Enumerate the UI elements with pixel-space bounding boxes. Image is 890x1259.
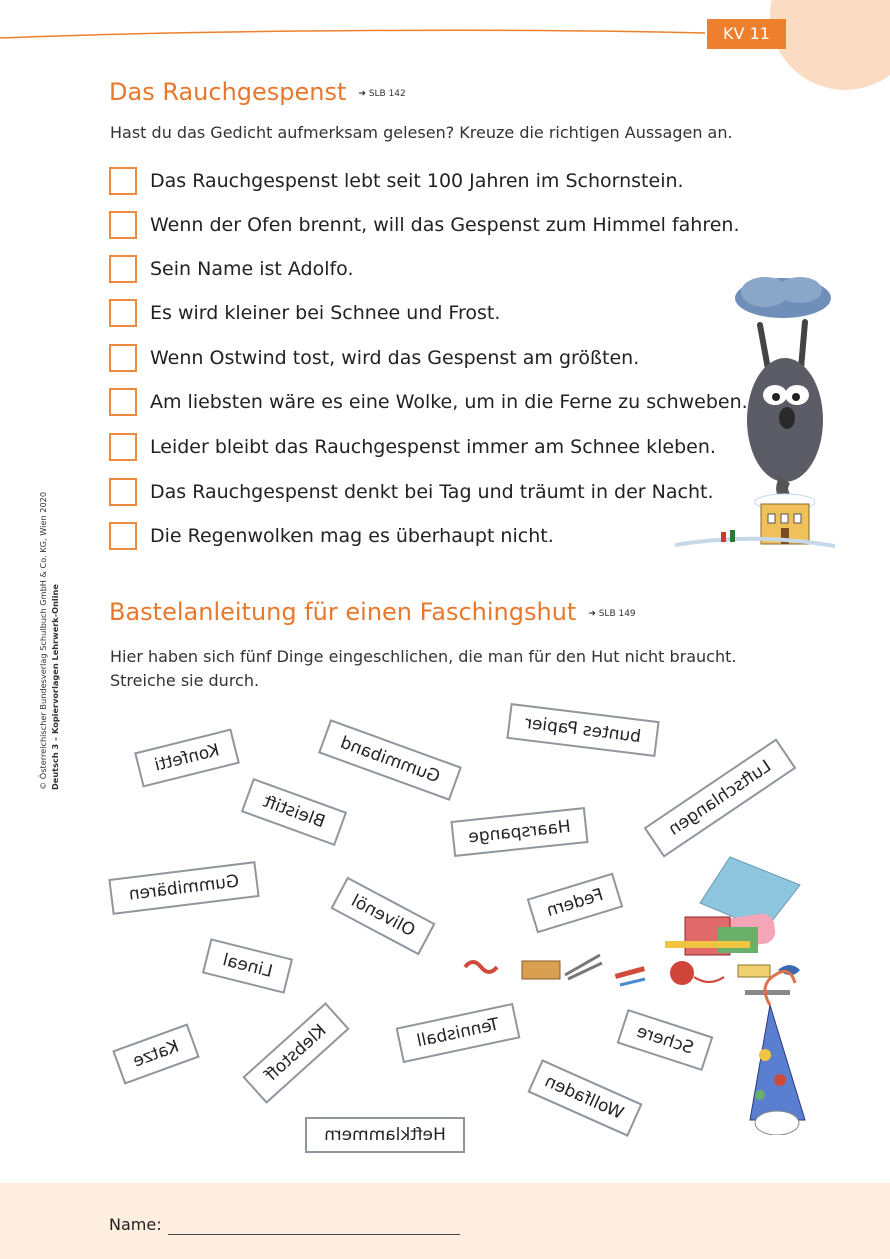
credit-line-2: Deutsch 3 – Kopiervorlagen Lehrwerk-Online [50,584,60,790]
section1-ref: ➜ SLB 142 [358,89,406,99]
kv-badge: KV 11 [707,19,786,49]
section2-intro-line2: Streiche sie durch. [110,671,260,690]
name-label: Name: [109,1215,162,1234]
word-card-bleistift[interactable]: Bleistift [241,778,347,846]
statement-text: Das Rauchgespenst denkt bei Tag und träumt in der Nacht. [150,481,714,503]
statement-text: Es wird kleiner bei Schnee und Frost. [150,302,501,324]
statement-item [109,254,354,284]
statement-item [109,521,554,551]
statement-item [109,477,713,507]
name-input-line[interactable] [168,1234,460,1235]
copyright-credit [37,430,61,790]
statement-text: Die Regenwolken mag es überhaupt nicht. [150,525,554,547]
word-card-schere[interactable]: Schere [617,1009,714,1071]
statement-item [109,210,740,240]
answer-checkbox[interactable] [109,167,137,195]
credit-line-1: © Österreichischer Bundesverlag Schulbuch GmbH & Co. KG, Wien 2020 [38,491,48,790]
word-card-katze[interactable]: Katze [112,1023,199,1084]
word-card-heftklammern[interactable]: Heftklammern [305,1117,465,1153]
statement-text: Sein Name ist Adolfo. [150,258,354,280]
smoke-ghost-illustration [675,270,835,555]
statement-text: Am liebsten wäre es eine Wolke, um in die Ferne zu schweben. [150,391,748,413]
statement-item [109,298,500,328]
statement-item [109,343,639,373]
statement-text: Das Rauchgespenst lebt seit 100 Jahren im Schornstein. [150,170,684,192]
answer-checkbox[interactable] [109,522,137,550]
statement-text: Wenn der Ofen brennt, will das Gespenst zum Himmel fahren. [150,214,740,236]
answer-checkbox[interactable] [109,478,137,506]
word-card-gummiband[interactable]: Gummiband [318,719,462,801]
word-card-konfetti[interactable]: Konfetti [134,728,240,787]
word-card-wollfaden[interactable]: Wollfaden [527,1059,642,1137]
section1-title [109,78,406,106]
statement-item [109,432,716,462]
section2-title [109,598,636,626]
word-card-olivenoel[interactable]: Olivenöl [330,877,435,956]
word-card-lineal[interactable]: Lineal [202,938,293,993]
section2-ref: ➜ SLB 149 [588,609,636,619]
section2-title-text: Bastelanleitung für einen Faschingshut [109,598,577,626]
word-card-buntes-papier[interactable]: buntes Papier [506,703,659,757]
statement-text: Wenn Ostwind tost, wird das Gespenst am größten. [150,347,640,369]
answer-checkbox[interactable] [109,344,137,372]
section1-intro: Hast du das Gedicht aufmerksam gelesen? Kreuze die richtigen Aussagen an. [110,123,733,142]
answer-checkbox[interactable] [109,255,137,283]
craft-supplies-illustration [460,855,815,1135]
answer-checkbox[interactable] [109,211,137,239]
word-card-luftschlangen[interactable]: Luftschlangen [644,738,797,857]
section2-intro-line1: Hier haben sich fünf Dinge eingeschlichen, die man für den Hut nicht braucht. [110,647,737,666]
corner-blob [770,0,890,90]
answer-checkbox[interactable] [109,388,137,416]
word-card-klebstoff[interactable]: Klebstoff [242,1002,349,1104]
word-card-gummibaeren[interactable]: Gummibären [108,861,259,915]
word-card-haarspange[interactable]: Haarspange [450,807,588,857]
answer-checkbox[interactable] [109,299,137,327]
statement-item [109,387,748,417]
section2-intro [110,645,736,693]
answer-checkbox[interactable] [109,433,137,461]
word-card-tennisball[interactable]: Tennisball [396,1003,521,1063]
statement-item [109,166,684,196]
statement-text: Leider bleibt das Rauchgespenst immer am Schnee kleben. [150,436,716,458]
word-card-federn[interactable]: Federn [527,873,624,934]
section1-title-text: Das Rauchgespenst [109,78,347,106]
